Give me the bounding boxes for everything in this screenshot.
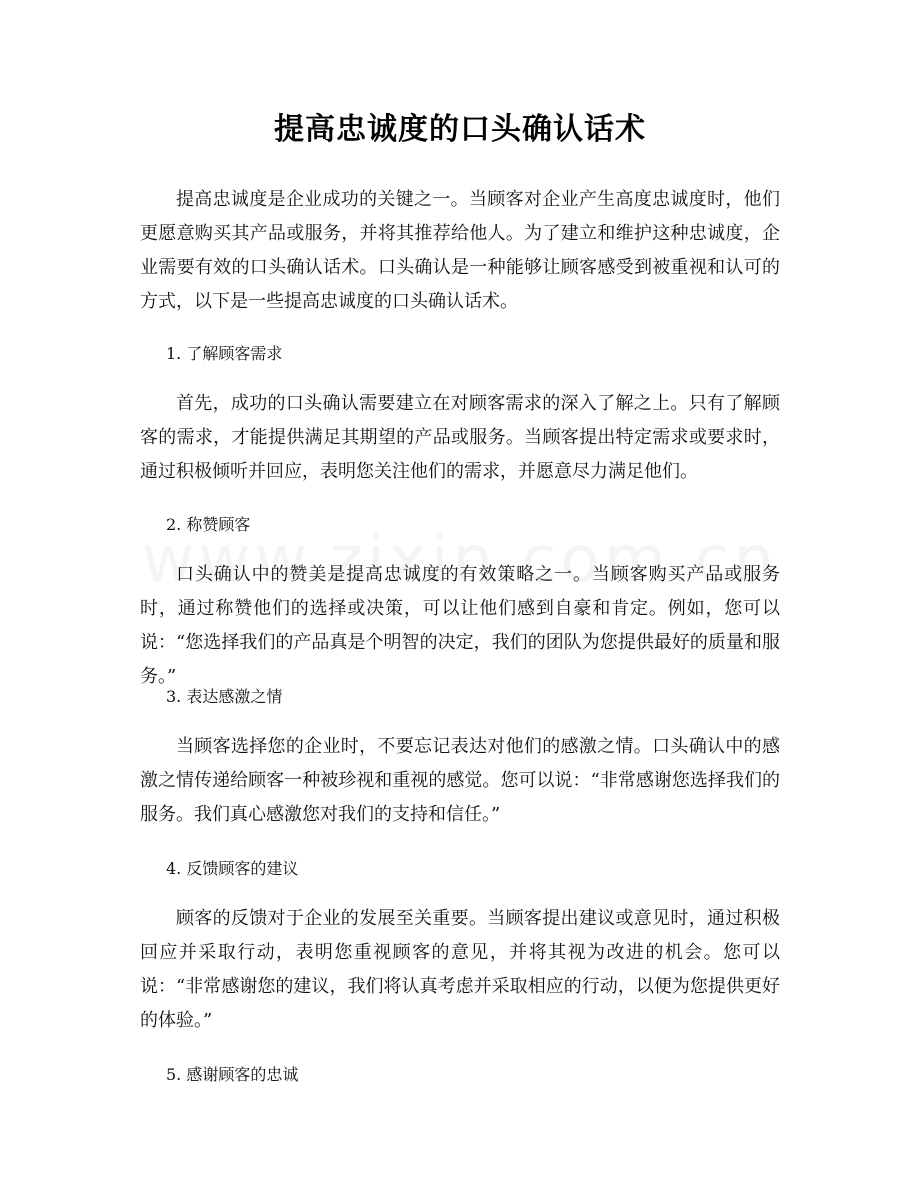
intro-paragraph: 提高忠诚度是企业成功的关键之一。当顾客对企业产生高度忠诚度时，他们更愿意购买其产品或服务，并将其推荐给他人。为了建立和维护这种忠诚度，企业需要有效的口头确认话术。口头确认是一种能够让顾客感受到被重视和认可的方式，以下是一些提高忠诚度的口头确认话术。 <box>140 189 780 312</box>
section-heading-2: 2. 称赞顾客 <box>166 515 251 534</box>
section-heading-5: 5. 感谢顾客的忠诚 <box>166 1065 299 1084</box>
section-paragraph-3: 当顾客选择您的企业时，不要忘记表达对他们的感激之情。口头确认中的感激之情传递给顾客一种被珍视和重视的感觉。您可以说：“非常感谢您选择我们的服务。我们真心感激您对我们的支持和信任。” <box>140 736 780 825</box>
section-heading-3: 3. 表达感激之情 <box>166 687 283 706</box>
section-paragraph-2: 口头确认中的赞美是提高忠诚度的有效策略之一。当顾客购买产品或服务时，通过称赞他们的选择或决策，可以让他们感到自豪和肯定。例如，您可以说：“您选择我们的产品真是个明智的决定，我们的团队为您提供最好的质量和服务。” <box>140 564 780 687</box>
page-title: 提高忠诚度的口头确认话术 <box>274 112 646 147</box>
section-paragraph-4: 顾客的反馈对于企业的发展至关重要。当顾客提出建议或意见时，通过积极回应并采取行动，表明您重视顾客的意见，并将其视为改进的机会。您可以说：“非常感谢您的建议，我们将认真考虑并采取相应的行动，以便为您提供更好的体验。” <box>140 908 780 1031</box>
section-heading-1: 1. 了解顾客需求 <box>166 344 283 363</box>
section-paragraph-1: 首先，成功的口头确认需要建立在对顾客需求的深入了解之上。只有了解顾客的需求，才能提供满足其期望的产品或服务。当顾客提出特定需求或要求时，通过积极倾听并回应，表明您关注他们的需求，并愿意尽力满足他们。 <box>140 393 780 482</box>
section-heading-4: 4. 反馈顾客的建议 <box>166 859 299 878</box>
